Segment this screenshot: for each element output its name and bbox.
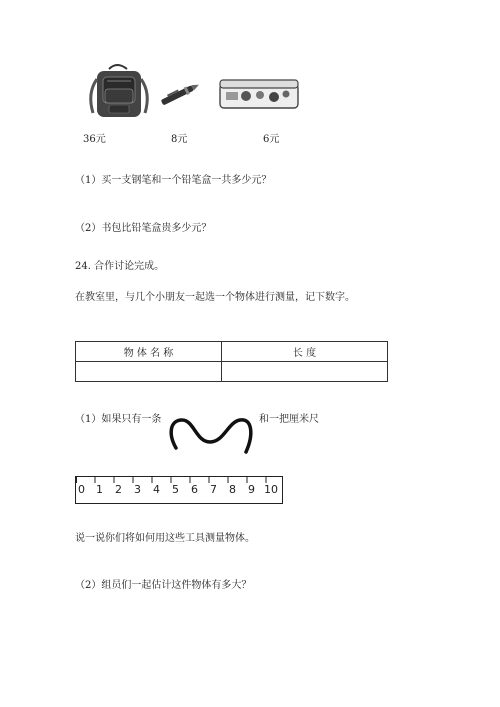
schoolbag-icon (83, 63, 155, 119)
problem-24-title: 24. 合作讨论完成。 (75, 261, 165, 272)
price-pencil-box: 6元 (263, 134, 280, 145)
centimeter-ruler (75, 476, 283, 504)
table-row (76, 362, 388, 382)
ruler-label: 8 (229, 483, 236, 496)
question-2: （2）书包比铅笔盒贵多少元？ (75, 223, 212, 234)
ruler-label: 7 (210, 483, 217, 496)
pencil-box-image (218, 78, 300, 112)
price-pen: 8元 (171, 134, 188, 145)
table-header-row (76, 342, 388, 362)
ruler-label: 0 (78, 483, 85, 496)
pencil-box-icon (218, 78, 300, 112)
string-icon (166, 412, 258, 462)
pen-icon (156, 78, 204, 110)
ruler-label: 6 (191, 483, 198, 496)
schoolbag-image (83, 63, 155, 119)
header-object-name: 物 体 名 称 (76, 342, 222, 362)
sub-question-1-right: 和一把厘米尺 (259, 414, 319, 425)
price-schoolbag: 36元 (83, 134, 106, 145)
header-length: 长 度 (222, 342, 388, 362)
measurement-table (75, 341, 388, 382)
measure-explanation: 说一说你们将如何用这些工具测量物体。 (75, 533, 255, 544)
ruler-label: 9 (248, 483, 255, 496)
string-image (166, 412, 258, 462)
ruler-label: 10 (264, 483, 278, 496)
ruler-label: 4 (153, 483, 160, 496)
sub-question-1-left: （1）如果只有一条 (75, 414, 162, 425)
ruler-label: 5 (172, 483, 179, 496)
question-1: （1）买一支钢笔和一个铅笔盒一共多少元？ (75, 175, 272, 186)
problem-24-intro: 在教室里，与几个小朋友一起选一个物体进行测量，记下数字。 (75, 292, 355, 303)
ruler-label: 1 (96, 483, 103, 496)
ruler-label: 3 (134, 483, 141, 496)
ruler-ticks (76, 477, 281, 502)
sub-question-2: （2）组员们一起估计这件物体有多大？ (75, 580, 252, 591)
ruler-label: 2 (115, 483, 122, 496)
pen-image (156, 78, 204, 110)
table-cell[interactable] (76, 362, 222, 382)
table-cell[interactable] (222, 362, 388, 382)
